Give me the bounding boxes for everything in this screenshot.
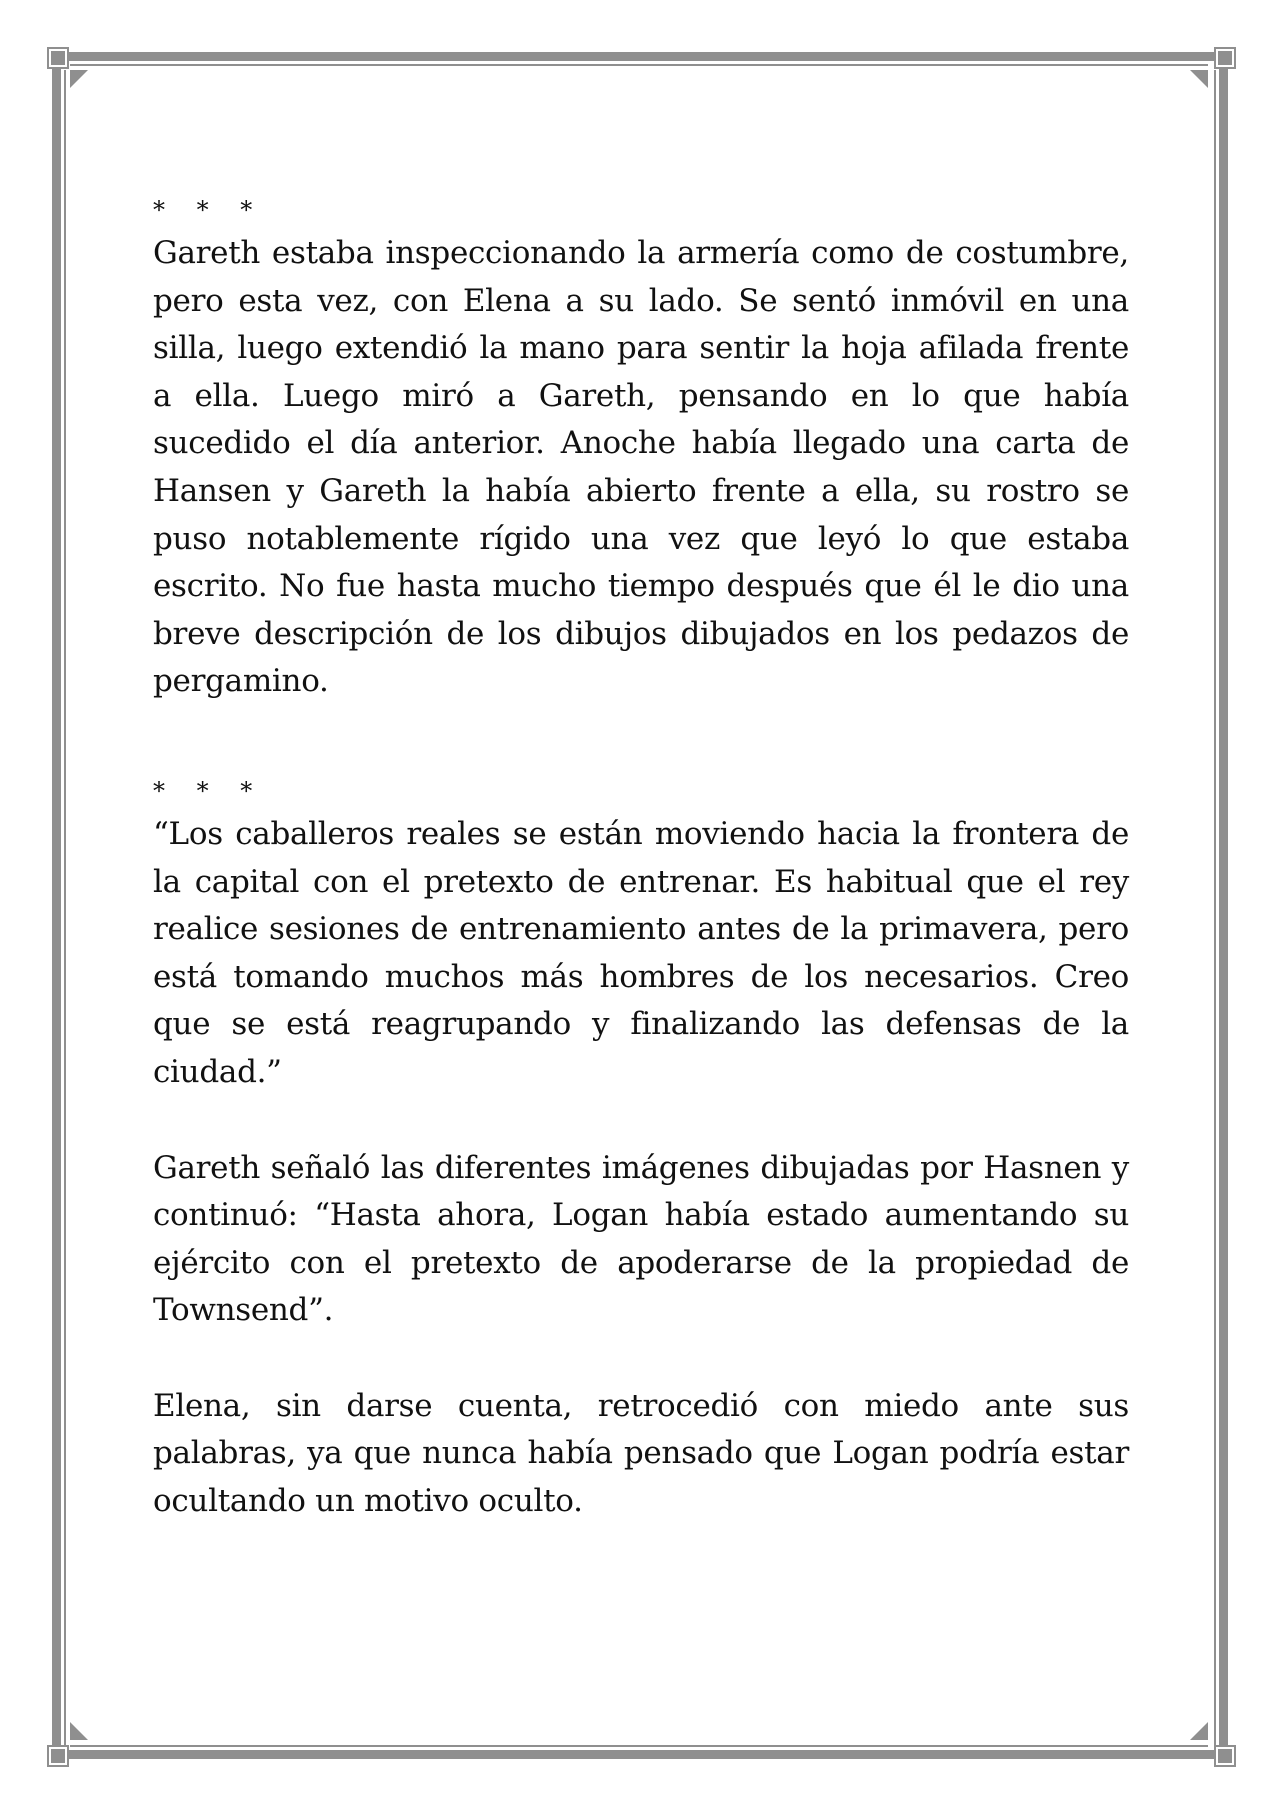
- frame-inner-bottom-border: [70, 1745, 1208, 1747]
- frame-bottom-border: [62, 1750, 1216, 1759]
- paragraph: Elena, sin darse cuenta, retrocedió con miedo ante sus palabras, ya que nunca había pensado que Logan podría estar ocultando un motivo oculto.: [153, 1387, 1129, 1520]
- page-content: [153, 190, 1129, 1526]
- scene-separator: * * *: [153, 776, 265, 805]
- corner-ornament-top-right: [1216, 49, 1234, 67]
- corner-ornament-bottom-right: [1216, 1747, 1234, 1765]
- paragraph: Gareth señaló las diferentes imágenes dibujadas por Hasnen y continuó: “Hasta ahora, Logan había estado aumentando su ejército con el pretexto de apoderarse de la propiedad de Townsend”.: [153, 1149, 1129, 1329]
- frame-left-border: [52, 62, 61, 1750]
- paragraph: “Los caballeros reales se están moviendo hacia la frontera de la capital con el pretexto de entrenar. Es habitual que el rey realice sesiones de entrenamiento antes de la primavera, pero está tomando muchos más hombres de los necesarios. Creo que se está reagrupando y finalizando las defensas de la ciudad.”: [153, 815, 1129, 1090]
- frame-inner-right-border: [1214, 70, 1216, 1745]
- corner-ornament-top-left: [49, 49, 67, 67]
- corner-triangle-bottom-left: [70, 1722, 88, 1740]
- frame-top-border: [62, 52, 1216, 61]
- frame-inner-left-border: [64, 70, 66, 1745]
- scene-separator: * * *: [153, 196, 265, 224]
- corner-ornament-bottom-left: [49, 1747, 67, 1765]
- corner-triangle-top-right: [1190, 70, 1208, 88]
- paragraph: Gareth estaba inspeccionando la armería como de costumbre, pero esta vez, con Elena a su lado. Se sentó inmóvil en una silla, luego extendió la mano para sentir la hoja afilada frente a ella. Luego miró a Gareth, pensando en lo que había sucedido el día anterior. Anoche había llegado una carta de Hansen y Gareth la había abierto frente a ella, su rostro se puso notablemente rígido una vez que leyó lo que estaba escrito. No fue hasta mucho tiempo después que él le dio una breve descripción de los dibujos dibujados en los pedazos de pergamino.: [153, 235, 1129, 700]
- frame-right-border: [1219, 62, 1228, 1750]
- frame-inner-top-border: [70, 64, 1208, 66]
- corner-triangle-bottom-right: [1190, 1722, 1208, 1740]
- corner-triangle-top-left: [70, 70, 88, 88]
